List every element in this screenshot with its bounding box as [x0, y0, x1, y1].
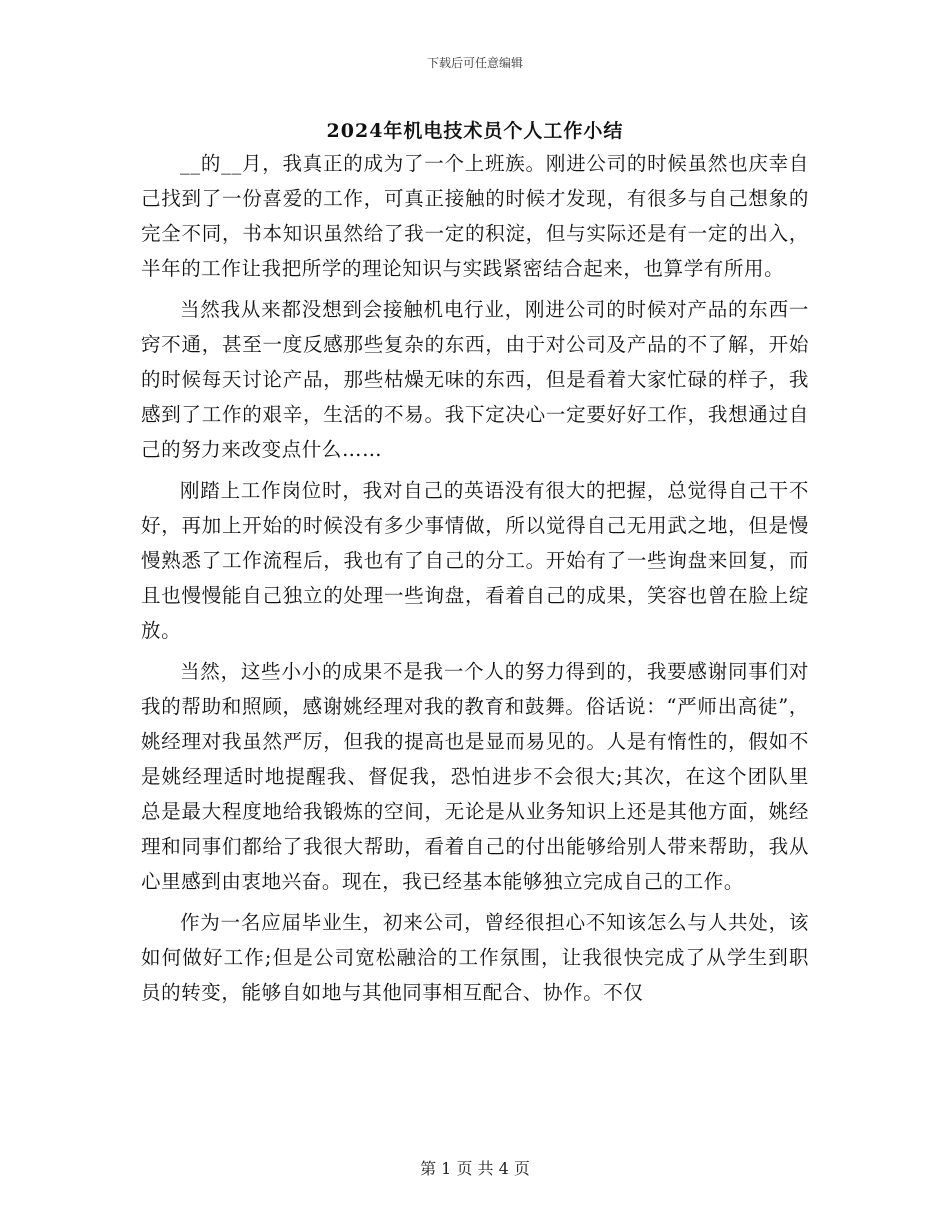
document-body	[141, 146, 809, 1016]
paragraph-3: 刚踏上工作岗位时，我对自己的英语没有很大的把握，总觉得自己干不好，再加上开始的时候没有多少事情做，所以觉得自己无用武之地，但是慢慢熟悉了工作流程后，我也有了自己的分工。开始有了一些询盘来回复，而且也慢慢能自己独立的处理一些询盘，看着自己的成果，笑容也曾在脸上绽放。	[141, 479, 809, 642]
document-title: 2024年机电技术员个人工作小结	[326, 120, 624, 142]
header-note: 下载后可任意编辑	[426, 56, 523, 70]
paragraph-4: 当然，这些小小的成果不是我一个人的努力得到的，我要感谢同事们对我的帮助和照顾，感谢姚经理对我的教育和鼓舞。俗话说：“严师出高徒”，姚经理对我虽然严厉，但我的提高也是显而易见的。人是有惰性的，假如不是姚经理适时地提醒我、督促我，恐怕进步不会很大;其次，在这个团队里总是最大程度地给我锻炼的空间，无论是从业务知识上还是其他方面，姚经理和同事们都给了我很大帮助，看着自己的付出能够给别人带来帮助，我从心里感到由衷地兴奋。现在，我已经基本能够独立完成自己的工作。	[141, 660, 809, 893]
paragraph-2: 当然我从来都没想到会接触机电行业，刚进公司的时候对产品的东西一窍不通，甚至一度反感那些复杂的东西，由于对公司及产品的不了解，开始的时候每天讨论产品，那些枯燥无味的东西，但是看着大家忙碌的样子，我感到了工作的艰辛，生活的不易。我下定决心一定要好好工作，我想通过自己的努力来改变点什么……	[141, 298, 809, 461]
paragraph-1: __的__月，我真正的成为了一个上班族。刚进公司的时候虽然也庆幸自己找到了一份喜爱的工作，可真正接触的时候才发现，有很多与自己想象的完全不同，书本知识虽然给了我一定的积淀，但与实际还是有一定的出入，半年的工作让我把所学的理论知识与实践紧密结合起来，也算学有所用。	[141, 152, 809, 280]
paragraph-5: 作为一名应届毕业生，初来公司，曾经很担心不知该怎么与人共处，该如何做好工作;但是公司宽松融洽的工作氛围，让我很快完成了从学生到职员的转变，能够自如地与其他同事相互配合、协作。不仅	[141, 911, 809, 1004]
page-number: 第 1 页 共 4 页	[420, 1159, 530, 1178]
